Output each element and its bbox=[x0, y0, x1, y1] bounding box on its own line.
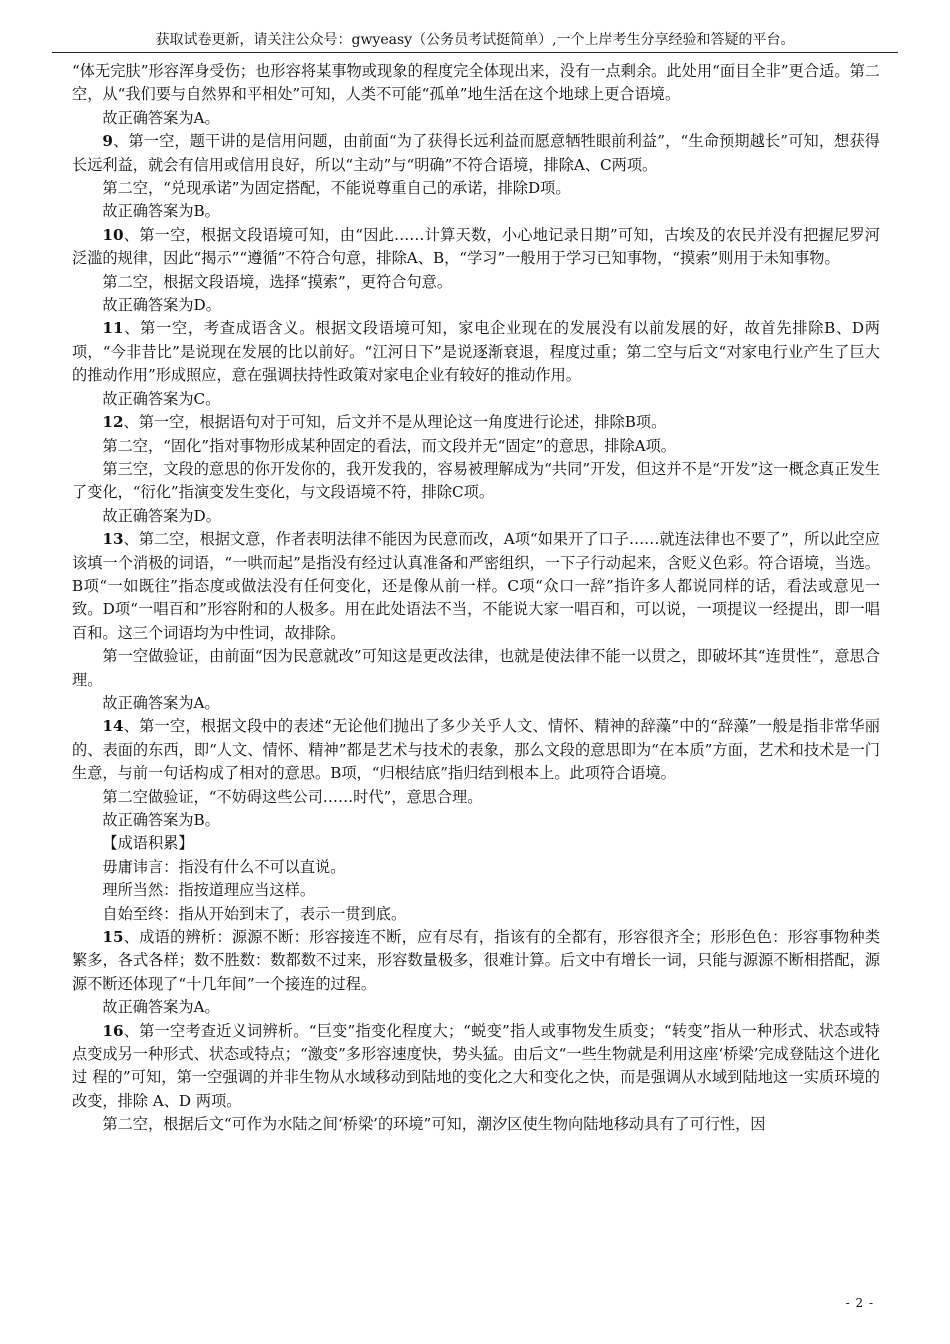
paragraph-text: 故正确答案为B。 bbox=[102, 811, 220, 829]
paragraph-text: 故正确答案为C。 bbox=[102, 389, 221, 408]
question-number: 12 bbox=[102, 413, 124, 432]
paragraph-text: “体无完肤”形容浑身受伤；也形容将某事物或现象的程度完全体现出来，没有一点剩余。此处用“面目全非”更合适。第二空，从“我们要与自然界和平相处”可知，人类不可能“孤单”地生活在这个地球上更合语境。 bbox=[72, 62, 880, 104]
paragraph-text: 、第一空考查近义词辨析。“巨变”指变化程度大；“蜕变”指人或事物发生质变；“转变”指从一种形式、状态或特点变成另一种形式、状态或特点；“激变”多形容速度快，势头猛。由后文“一些生物就是利用这座‘桥梁’完成登陆这个进化过 程的”可知，第一空强调的并非生物从水域移动到陆地的变化之大和变化之快，而是强调从水域到陆地这一实质环境的改变，排除 A、D 两项。 bbox=[72, 1021, 880, 1110]
paragraph bbox=[72, 809, 880, 832]
paragraph-text: 、第一空，根据语句对于可知，后文并不是从理论这一角度进行论述，排除B项。 bbox=[123, 413, 667, 432]
paragraph bbox=[72, 130, 880, 177]
page-content bbox=[72, 60, 880, 1137]
paragraph bbox=[72, 317, 880, 387]
question-number: 10 bbox=[102, 225, 124, 244]
paragraph bbox=[72, 177, 880, 200]
paragraph-text: 第二空，根据文段语境，选择“摸索”，更符合句意。 bbox=[102, 272, 453, 291]
paragraph bbox=[72, 224, 880, 271]
paragraph-text: 自始至终：指从开始到末了，表示一贯到底。 bbox=[102, 904, 407, 923]
paragraph-text: 理所当然：指按道理应当这样。 bbox=[102, 881, 316, 900]
question-number: 11 bbox=[102, 319, 124, 338]
paragraph bbox=[72, 879, 880, 902]
paragraph-text: 第二空，根据后文“可作为水陆之间‘桥梁’的环境”可知，潮汐区使生物向陆地移动具有了可行性，因 bbox=[102, 1115, 766, 1134]
paragraph-text: 故正确答案为D。 bbox=[102, 506, 221, 525]
paragraph bbox=[72, 645, 880, 692]
paragraph-text: 、成语的辨析：源源不断：形容接连不断，应有尽有，指该有的全都有，形容很齐全；形形色色：形容事物种类繁多，各式各样；数不胜数：数都数不过来，形容数量极多，很难计算。后文中有增长一词，只能与源源不断相搭配，源源不断还体现了“十几年间”一个接连的过程。 bbox=[72, 928, 880, 993]
question-number: 14 bbox=[102, 717, 124, 736]
paragraph bbox=[72, 411, 880, 434]
paragraph-text: 第三空，文段的意思的你开发你的，我开发我的，容易被理解成为“共同”开发，但这并不是“开发”这一概念真正发生了变化，“衍化”指演变发生变化，与文段语境不符，排除C项。 bbox=[72, 459, 880, 502]
paragraph-text: 故正确答案为B。 bbox=[102, 202, 220, 221]
paragraph-text: 、第一空，考查成语含义。根据文段语境可知，家电企业现在的发展没有以前发展的好，故首先排除B、D两项，“今非昔比”是说现在发展的比以前好。“江河日下”是说逐渐衰退，程度过重；第二空与后文“对家电行业产生了巨大的推动作用”形成照应，意在强调扶持性政策对家电企业有较好的推动作用。 bbox=[72, 319, 880, 385]
page-number: - 2 - bbox=[845, 1296, 874, 1310]
question-number: 15 bbox=[102, 928, 124, 947]
paragraph-text: 故正确答案为A。 bbox=[102, 108, 220, 127]
paragraph-text: 第一空做验证，由前面“因为民意就改”可知这是更改法律，也就是使法律不能一以贯之，即破坏其“连贯性”，意思合理。 bbox=[72, 647, 880, 689]
paragraph-text: 毋庸讳言：指没有什么不可以直说。 bbox=[102, 857, 346, 876]
paragraph bbox=[72, 200, 880, 223]
paragraph bbox=[72, 856, 880, 879]
question-number: 16 bbox=[102, 1021, 124, 1040]
header-rule bbox=[52, 52, 898, 53]
paragraph-text: 第二空做验证，“不妨碍这些公司……时代”，意思合理。 bbox=[102, 787, 483, 806]
question-number: 13 bbox=[102, 530, 124, 549]
paragraph bbox=[72, 435, 880, 458]
paragraph-text: 、第一空，根据文段中的表述“无论他们抛出了多少关乎人文、情怀、精神的辞藻”中的“辞藻”一般是指非常华丽的、表面的东西，即“人文、情怀、精神”都是艺术与技术的表象，那么文段的意思即为“在本质”方面，艺术和技术是一门生意，与前一句话构成了相对的意思。B项，“归根结底”指归结到根本上。此项符合语境。 bbox=[72, 717, 880, 783]
paragraph bbox=[72, 107, 880, 130]
paragraph bbox=[72, 458, 880, 505]
paragraph bbox=[72, 505, 880, 528]
paragraph-text: 故正确答案为A。 bbox=[102, 998, 220, 1017]
paragraph bbox=[72, 786, 880, 809]
question-number: 9 bbox=[102, 132, 113, 151]
paragraph bbox=[72, 1113, 880, 1136]
paragraph-text: 故正确答案为A。 bbox=[102, 693, 220, 712]
paragraph-text: 、第一空，题干讲的是信用问题，由前面“为了获得长远利益而愿意牺牲眼前利益”，“生命预期越长”可知，想获得长远利益，就会有信用或信用良好，所以“主动”与“明确”不符合语境，排除A、C两项。 bbox=[72, 132, 880, 174]
paragraph bbox=[72, 388, 880, 411]
paragraph-text: 第二空，“兑现承诺”为固定搭配，不能说尊重自己的承诺，排除D项。 bbox=[102, 179, 571, 198]
paragraph bbox=[72, 926, 880, 996]
paragraph-text: 第二空，“固化”指对事物形成某种固定的看法，而文段并无“固定”的意思，排除A项。 bbox=[102, 436, 676, 455]
paragraph bbox=[72, 903, 880, 926]
paragraph bbox=[72, 692, 880, 715]
paragraph-text: 【成语积累】 bbox=[102, 834, 194, 853]
paragraph bbox=[72, 271, 880, 294]
paragraph-text: 、第一空，根据文段语境可知，由“因此……计算天数，小心地记录日期”可知，古埃及的农民并没有把握尼罗河泛滥的规律，因此“揭示”“遵循”不符合句意，排除A、B，“学习”一般用于学习已知事物，“摸索”则用于未知事物。 bbox=[72, 225, 880, 268]
paragraph bbox=[72, 294, 880, 317]
paragraph-text: 故正确答案为D。 bbox=[102, 296, 221, 315]
paragraph bbox=[72, 1020, 880, 1114]
paragraph bbox=[72, 715, 880, 785]
paragraph bbox=[72, 60, 880, 107]
paragraph bbox=[72, 528, 880, 645]
paragraph-text: 、第二空，根据文意，作者表明法律不能因为民意而改，A项“如果开了口子……就连法律也不要了”，所以此空应该填一个消极的词语，“一哄而起”是指没有经过认真准备和严密组织，一下子行动起来，含贬义色彩。符合语境，当选。B项“一如既往”指态度或做法没有任何变化，还是像从前一样。C项“众口一辞”指许多人都说同样的话，看法或意见一致。D项“一唱百和”形容附和的人极多。用在此处语法不当，不能说大家一唱百和，可以说，一项提议一经提出，即一唱百和。这三个词语均为中性词，故排除。 bbox=[72, 530, 880, 642]
paragraph bbox=[72, 996, 880, 1019]
page-header: 获取试卷更新，请关注公众号：gwyeasy（公务员考试挺简单）,一个上岸考生分享经验和答疑的平台。 bbox=[155, 32, 795, 48]
paragraph bbox=[72, 832, 880, 855]
